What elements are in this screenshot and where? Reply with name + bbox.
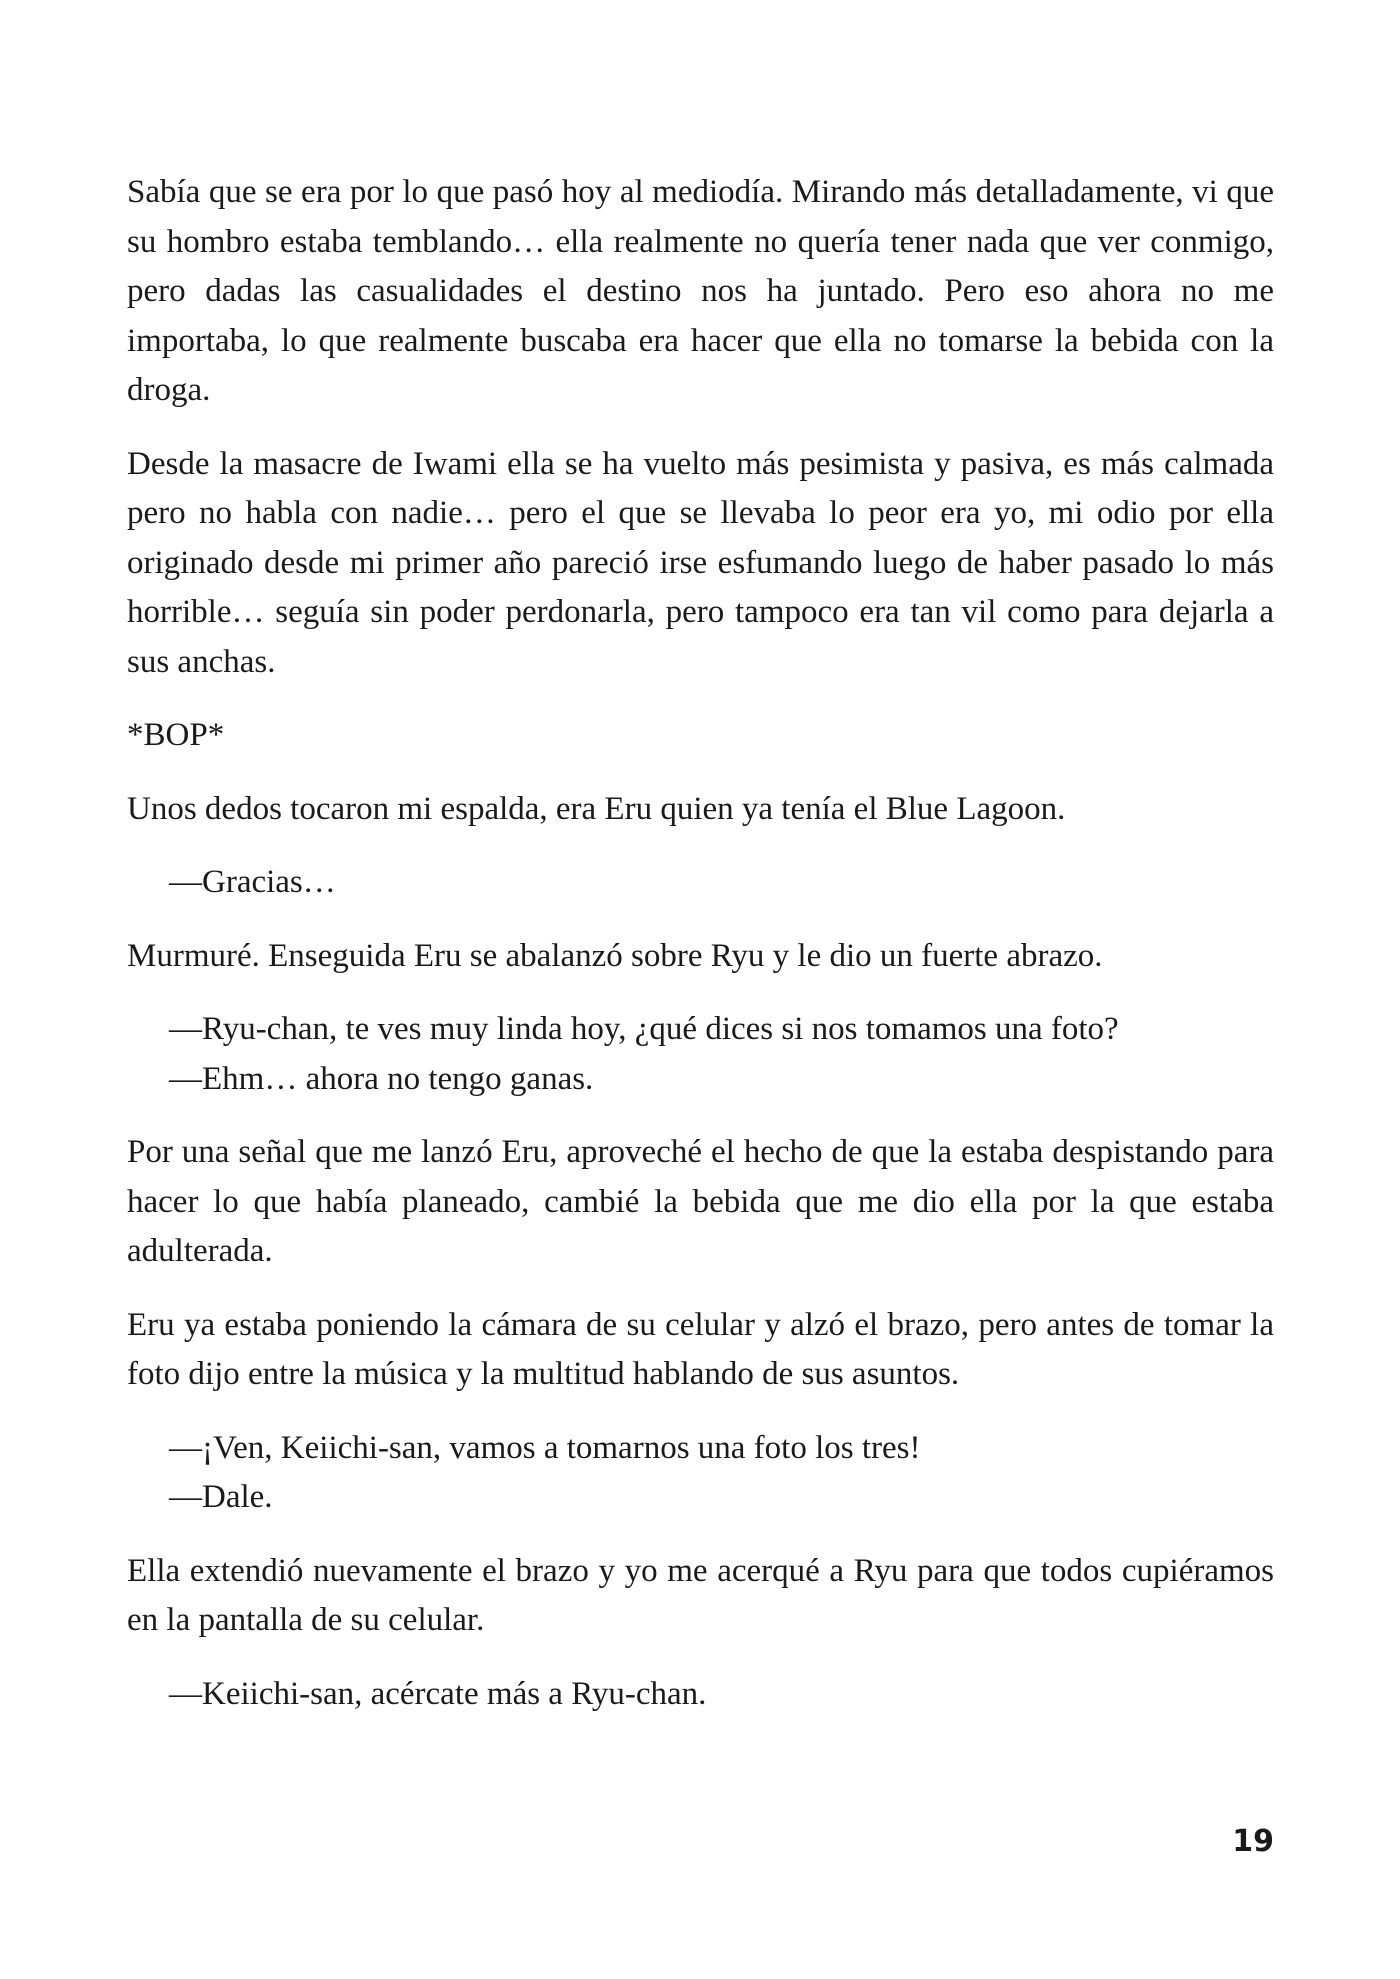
dialogue-line: —Gracias… (169, 864, 336, 900)
dialogue-line: —Dale. (169, 1479, 273, 1515)
dialogue-group-3 (127, 1424, 1274, 1523)
dialogue-group-1 (127, 858, 1274, 908)
dialogue-line: —¡Ven, Keiichi-san, vamos a tomarnos una foto los tres! (169, 1429, 921, 1466)
dialogue-group-4 (127, 1670, 1274, 1720)
paragraph-3: Unos dedos tocaron mi espalda, era Eru quien ya tenía el Blue Lagoon. (127, 790, 1066, 827)
paragraph-5: Por una señal que me lanzó Eru, aproveché el hecho de que la estaba despistando para hacer lo que había planeado, cambié la bebida que me dio ella por la que estaba adulterada. (127, 1134, 1274, 1269)
dialogue-line: —Keiichi-san, acércate más a Ryu-chan. (169, 1675, 707, 1712)
body-text (127, 168, 1274, 1743)
dialogue-group-2 (127, 1005, 1274, 1104)
sound-effect-line: *BOP* (127, 717, 225, 753)
page-number: 19 (1232, 1824, 1274, 1859)
paragraph-6: Eru ya estaba poniendo la cámara de su celular y alzó el brazo, pero antes de tomar la foto dijo entre la música y la multitud hablando de sus asuntos. (127, 1306, 1274, 1392)
paragraph-4: Murmuré. Enseguida Eru se abalanzó sobre Ryu y le dio un fuerte abrazo. (127, 937, 1103, 974)
paragraph-1: Sabía que se era por lo que pasó hoy al mediodía. Mirando más detalladamente, vi que su hombro estaba temblando… ella realmente no quería tener nada que ver conmigo, pero dadas las casualidades el destino nos ha juntado. Pero eso ahora no me importaba, lo que realmente buscaba era hacer que ella no tomarse la bebida con la droga. (127, 174, 1274, 408)
dialogue-line: —Ryu-chan, te ves muy linda hoy, ¿qué dices si nos tomamos una foto? (169, 1011, 1119, 1047)
dialogue-line: —Ehm… ahora no tengo ganas. (169, 1060, 594, 1097)
paragraph-2: Desde la masacre de Iwami ella se ha vuelto más pesimista y pasiva, es más calmada pero no habla con nadie… pero el que se llevaba lo peor era yo, mi odio por ella originado desde mi primer año pareció irse esfumando luego de haber pasado lo más horrible… seguía sin poder perdonarla, pero tampoco era tan vil como para dejarla a sus anchas. (127, 445, 1274, 680)
paragraph-7: Ella extendió nuevamente el brazo y yo me acerqué a Ryu para que todos cupiéramos en la pantalla de su celular. (127, 1552, 1274, 1638)
